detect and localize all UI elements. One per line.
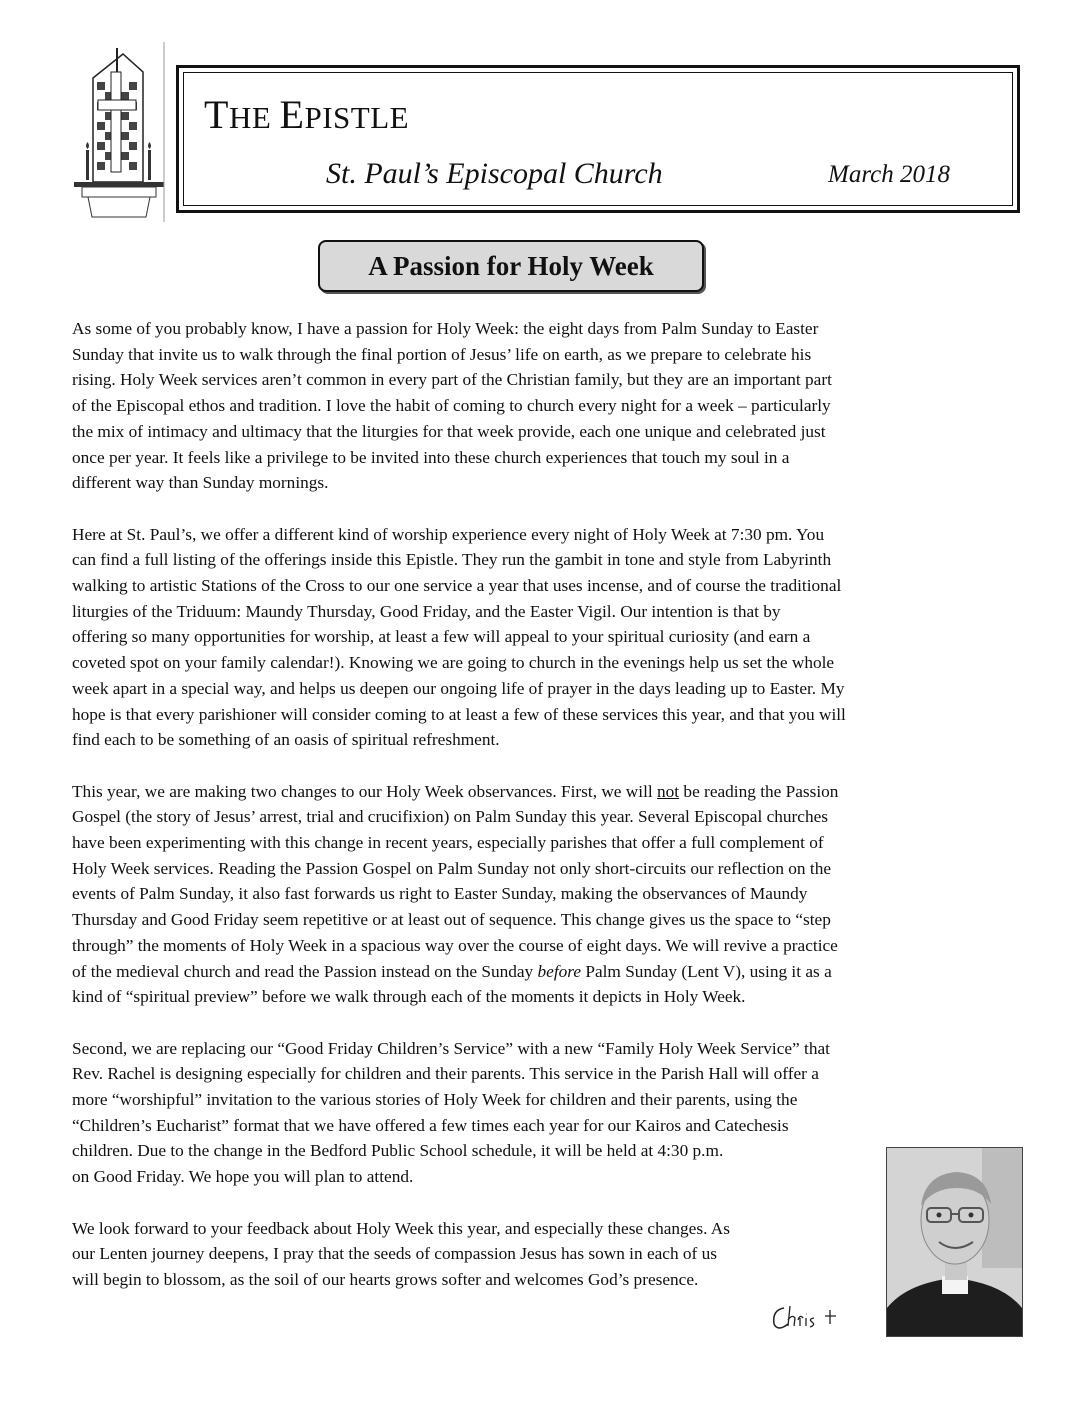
handwritten-signature xyxy=(770,1300,870,1334)
signature xyxy=(770,1300,870,1334)
newsletter-title xyxy=(204,91,409,138)
text-line: We look forward to your feedback about Holy Week this year, and especially these changes. As xyxy=(72,1218,730,1238)
paragraph-5 xyxy=(72,1216,1022,1293)
author-photo xyxy=(886,1147,1023,1337)
church-name: St. Paul’s Episcopal Church xyxy=(326,157,663,190)
text-line: week apart in a special way, and helps us deepen our ongoing life of prayer in the days leading up to Easter. My xyxy=(72,678,845,698)
text-line: Sunday that invite us to walk through the final portion of Jesus’ life on earth, as we prepare to celebrate his xyxy=(72,344,812,364)
text-line: Rev. Rachel is designing especially for children and their parents. This service in the Parish Hall will offer a xyxy=(72,1064,819,1084)
masthead xyxy=(176,65,1020,213)
paragraph-4 xyxy=(72,1036,1022,1190)
text-line: Holy Week services. Reading the Passion Gospel on Palm Sunday not only short-circuits our reflection on the xyxy=(72,858,832,878)
text-line: events of Palm Sunday, it also fast forwards us right to Easter Sunday, making the observances of Maundy xyxy=(72,884,808,904)
text-line: Thursday and Good Friday seem repetitive or at least out of sequence. This change gives us the space to “step xyxy=(72,910,831,930)
text-run: of the medieval church and read the Passion instead on the Sunday xyxy=(72,961,538,981)
article-headline: A Passion for Holy Week xyxy=(368,250,654,281)
text-line xyxy=(72,959,1022,985)
text-line: As some of you probably know, I have a passion for Holy Week: the eight days from Palm Sunday to Easter xyxy=(72,319,819,338)
masthead-inner-border xyxy=(183,72,1013,206)
paragraph-2 xyxy=(72,522,1022,753)
title-second-rest: PISTLE xyxy=(304,100,410,135)
article-body xyxy=(72,316,1022,1318)
text-line: liturgies of the Triduum: Maundy Thursday, Good Friday, and the Easter Vigil. Our intention is that by xyxy=(72,601,781,621)
text-line: can find a full listing of the offerings inside this Epistle. They run the gambit in tone and style from Labyrinth xyxy=(72,550,832,570)
text-line: Second, we are replacing our “Good Friday Children’s Service” with a new “Family Holy Week Service” that xyxy=(72,1038,830,1058)
church-logo xyxy=(68,42,168,222)
text-line: through” the moments of Holy Week in a spacious way over the course of eight days. We will revive a practice xyxy=(72,935,838,955)
text-line: kind of “spiritual preview” before we walk through each of the moments it depicts in Holy Week. xyxy=(72,987,746,1007)
headline-box xyxy=(318,240,704,292)
text-line: hope is that every parishioner will consider coming to at least a few of these services this year, and that you will xyxy=(72,704,846,724)
text-line: our Lenten journey deepens, I pray that the seeds of compassion Jesus has sown in each of us xyxy=(72,1244,718,1264)
text-line: have been experimenting with this change in recent years, especially parishes that offer a full complement of xyxy=(72,833,824,853)
text-line: children. Due to the change in the Bedford Public School schedule, it will be held at 4:30 p.m. xyxy=(72,1141,724,1161)
paragraph-3 xyxy=(72,779,1022,1010)
text-line: on Good Friday. We hope you will plan to attend. xyxy=(72,1167,414,1187)
title-first-rest: HE xyxy=(228,100,272,135)
paragraph-1 xyxy=(72,316,1022,496)
text-line: the mix of intimacy and ultimacy that the liturgies for that week provide, each one unique and celebrated just xyxy=(72,421,826,441)
text-line: find each to be something of an oasis of spiritual refreshment. xyxy=(72,730,500,750)
underlined-text: not xyxy=(657,781,680,801)
title-first-cap: T xyxy=(204,92,229,137)
title-second-cap: E xyxy=(279,92,305,137)
text-line: once per year. It feels like a privilege to be invited into these church experiences that touch my soul in a xyxy=(72,447,790,467)
text-line: will begin to blossom, as the soil of our hearts grows softer and welcomes God’s presence. xyxy=(72,1269,699,1289)
text-line: of the Episcopal ethos and tradition. I love the habit of coming to church every night for a week – particularly xyxy=(72,396,831,416)
text-line: more “worshipful” invitation to the various stories of Holy Week for children and their parents, using the xyxy=(72,1090,798,1110)
portrait-image xyxy=(887,1148,1022,1336)
italic-text: before xyxy=(537,961,582,981)
text-line: “Children’s Eucharist” format that we have offered a few times each year for our Kairos and Catechesis xyxy=(72,1115,789,1135)
text-line: coveted spot on your family calendar!). Knowing we are going to church in the evenings help us set the whole xyxy=(72,653,835,673)
text-line: offering so many opportunities for worship, at least a few will appeal to your spiritual curiosity (and earn a xyxy=(72,627,811,647)
text-line: different way than Sunday mornings. xyxy=(72,473,329,493)
text-line: rising. Holy Week services aren’t common in every part of the Christian family, but they are an important part xyxy=(72,370,832,390)
text-line: Gospel (the story of Jesus’ arrest, trial and crucifixion) on Palm Sunday this year. Several Episcopal churches xyxy=(72,807,829,827)
text-run: be reading the Passion xyxy=(679,781,839,801)
text-run: Palm Sunday (Lent V), using it as a xyxy=(581,961,832,981)
church-window-cross-icon xyxy=(68,42,168,222)
text-run: This year, we are making two changes to our Holy Week observances. First, we will xyxy=(72,781,658,801)
text-line: walking to artistic Stations of the Cross to our one service a year that uses incense, and of course the traditional xyxy=(72,576,842,596)
issue-date: March 2018 xyxy=(828,161,950,188)
text-line: Here at St. Paul’s, we offer a different kind of worship experience every night of Holy Week at 7:30 pm. You xyxy=(72,524,825,544)
text-line xyxy=(72,779,1022,805)
